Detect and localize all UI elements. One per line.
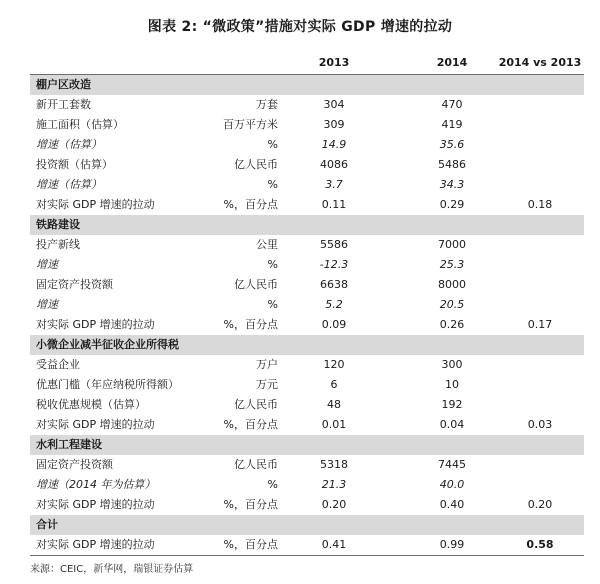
table-row bbox=[30, 195, 584, 215]
row-unit: 亿人民币 bbox=[234, 278, 278, 291]
value-2013: 5318 bbox=[320, 458, 348, 471]
row-unit: % bbox=[267, 258, 278, 271]
row-label: 增速 bbox=[36, 298, 58, 311]
value-2014: 35.6 bbox=[439, 138, 465, 151]
row-unit: % bbox=[267, 178, 278, 191]
row-unit: %，百分点 bbox=[223, 198, 278, 211]
value-2014: 0.04 bbox=[439, 418, 465, 431]
value-2013: 48 bbox=[327, 398, 341, 411]
value-2014: 8000 bbox=[438, 278, 466, 291]
table-row bbox=[30, 295, 584, 315]
source-note: 来源：CEIC，新华网，瑞银证券估算 bbox=[30, 564, 194, 575]
row-label: 对实际 GDP 增速的拉动 bbox=[36, 538, 155, 551]
table-row bbox=[30, 135, 584, 155]
col-header-2014: 2014 bbox=[436, 56, 468, 69]
row-unit: % bbox=[267, 478, 278, 491]
value-2013: 0.09 bbox=[321, 318, 347, 331]
value-2013: 6 bbox=[330, 378, 338, 391]
section-header bbox=[30, 515, 584, 535]
row-label: 受益企业 bbox=[36, 358, 80, 371]
value-2013: 5.2 bbox=[325, 298, 343, 311]
table-row bbox=[30, 355, 584, 375]
row-label: 增速（估算） bbox=[36, 178, 102, 191]
col-header-change: 2014 vs 2013 bbox=[498, 56, 582, 69]
row-label: 投资额（估算） bbox=[36, 158, 113, 171]
value-2014: 34.3 bbox=[439, 178, 465, 191]
value-2013: 304 bbox=[323, 98, 345, 111]
value-2013: -12.3 bbox=[319, 258, 349, 271]
value-2013: 0.20 bbox=[321, 498, 347, 511]
row-unit: 万元 bbox=[256, 378, 278, 391]
table-row bbox=[30, 455, 584, 475]
value-2013: 120 bbox=[323, 358, 345, 371]
section-title: 棚户区改造 bbox=[36, 78, 91, 91]
value-2014: 25.3 bbox=[439, 258, 465, 271]
value-2013: 0.11 bbox=[321, 198, 347, 211]
table-row bbox=[30, 395, 584, 415]
table-row bbox=[30, 155, 584, 175]
col-header-2013: 2013 bbox=[318, 56, 350, 69]
value-2013: 21.3 bbox=[321, 478, 347, 491]
value-2014: 7000 bbox=[438, 238, 466, 251]
table-body bbox=[30, 75, 584, 556]
section-title: 小微企业减半征收企业所得税 bbox=[36, 338, 179, 351]
row-unit: % bbox=[267, 298, 278, 311]
section-header bbox=[30, 335, 584, 355]
table-row bbox=[30, 275, 584, 295]
value-2013: 0.01 bbox=[321, 418, 347, 431]
value-2013: 3.7 bbox=[325, 178, 343, 191]
table-row bbox=[30, 375, 584, 395]
table-row bbox=[30, 115, 584, 135]
section-title: 铁路建设 bbox=[36, 218, 80, 231]
value-change: 0.20 bbox=[527, 498, 553, 511]
value-change: 0.18 bbox=[527, 198, 553, 211]
table-row bbox=[30, 175, 584, 195]
row-label: 增速 bbox=[36, 258, 58, 271]
value-change: 0.03 bbox=[527, 418, 553, 431]
section-header bbox=[30, 75, 584, 95]
value-2014: 470 bbox=[441, 98, 463, 111]
row-label: 新开工套数 bbox=[36, 98, 91, 111]
row-unit: %，百分点 bbox=[223, 498, 278, 511]
table-header bbox=[30, 52, 584, 75]
section-title: 合计 bbox=[36, 518, 58, 531]
value-2013: 6638 bbox=[320, 278, 348, 291]
table-row bbox=[30, 495, 584, 515]
value-2013: 4086 bbox=[320, 158, 348, 171]
value-2014: 0.40 bbox=[439, 498, 465, 511]
row-unit: 亿人民币 bbox=[234, 458, 278, 471]
value-2014: 40.0 bbox=[439, 478, 465, 491]
value-2014: 0.99 bbox=[439, 538, 465, 551]
value-2014: 192 bbox=[441, 398, 463, 411]
value-2013: 0.41 bbox=[321, 538, 347, 551]
value-2014: 7445 bbox=[438, 458, 466, 471]
section-header bbox=[30, 215, 584, 235]
row-label: 优惠门槛（年应纳税所得额） bbox=[36, 378, 179, 391]
row-label: 固定资产投资额 bbox=[36, 278, 113, 291]
value-2013: 5586 bbox=[320, 238, 348, 251]
row-label: 增速（2014 年为估算） bbox=[36, 478, 156, 491]
table-row bbox=[30, 95, 584, 115]
value-2014: 10 bbox=[445, 378, 459, 391]
row-unit: 公里 bbox=[256, 238, 278, 251]
value-2013: 309 bbox=[323, 118, 345, 131]
row-label: 施工面积（估算） bbox=[36, 118, 124, 131]
value-2014: 20.5 bbox=[439, 298, 465, 311]
row-unit: 万户 bbox=[256, 358, 278, 371]
value-2013: 14.9 bbox=[321, 138, 347, 151]
row-label: 对实际 GDP 增速的拉动 bbox=[36, 318, 155, 331]
table-row bbox=[30, 535, 584, 556]
section-title: 水利工程建设 bbox=[36, 438, 102, 451]
value-2014: 5486 bbox=[438, 158, 466, 171]
row-unit: 亿人民币 bbox=[234, 158, 278, 171]
value-2014: 0.29 bbox=[439, 198, 465, 211]
row-unit: 亿人民币 bbox=[234, 398, 278, 411]
row-unit: %，百分点 bbox=[223, 538, 278, 551]
figure-title: 图表 2: “微政策”措施对实际 GDP 增速的拉动 bbox=[147, 19, 453, 35]
row-unit: 万套 bbox=[256, 98, 278, 111]
value-change: 0.58 bbox=[526, 538, 554, 551]
row-unit: %，百分点 bbox=[223, 318, 278, 331]
row-unit: %，百分点 bbox=[223, 418, 278, 431]
row-label: 对实际 GDP 增速的拉动 bbox=[36, 498, 155, 511]
row-label: 税收优惠规模（估算） bbox=[36, 398, 146, 411]
row-unit: % bbox=[267, 138, 278, 151]
value-2014: 419 bbox=[441, 118, 463, 131]
value-2014: 0.26 bbox=[439, 318, 465, 331]
row-label: 对实际 GDP 增速的拉动 bbox=[36, 198, 155, 211]
row-label: 固定资产投资额 bbox=[36, 458, 113, 471]
value-change: 0.17 bbox=[527, 318, 553, 331]
row-label: 投产新线 bbox=[36, 238, 80, 251]
row-unit: 百万平方米 bbox=[223, 118, 278, 131]
table-row bbox=[30, 415, 584, 435]
data-table bbox=[30, 52, 584, 556]
table-row bbox=[30, 315, 584, 335]
table-row bbox=[30, 475, 584, 495]
table-row bbox=[30, 255, 584, 275]
row-label: 对实际 GDP 增速的拉动 bbox=[36, 418, 155, 431]
table-row bbox=[30, 235, 584, 255]
section-header bbox=[30, 435, 584, 455]
value-2014: 300 bbox=[441, 358, 463, 371]
row-label: 增速（估算） bbox=[36, 138, 102, 151]
